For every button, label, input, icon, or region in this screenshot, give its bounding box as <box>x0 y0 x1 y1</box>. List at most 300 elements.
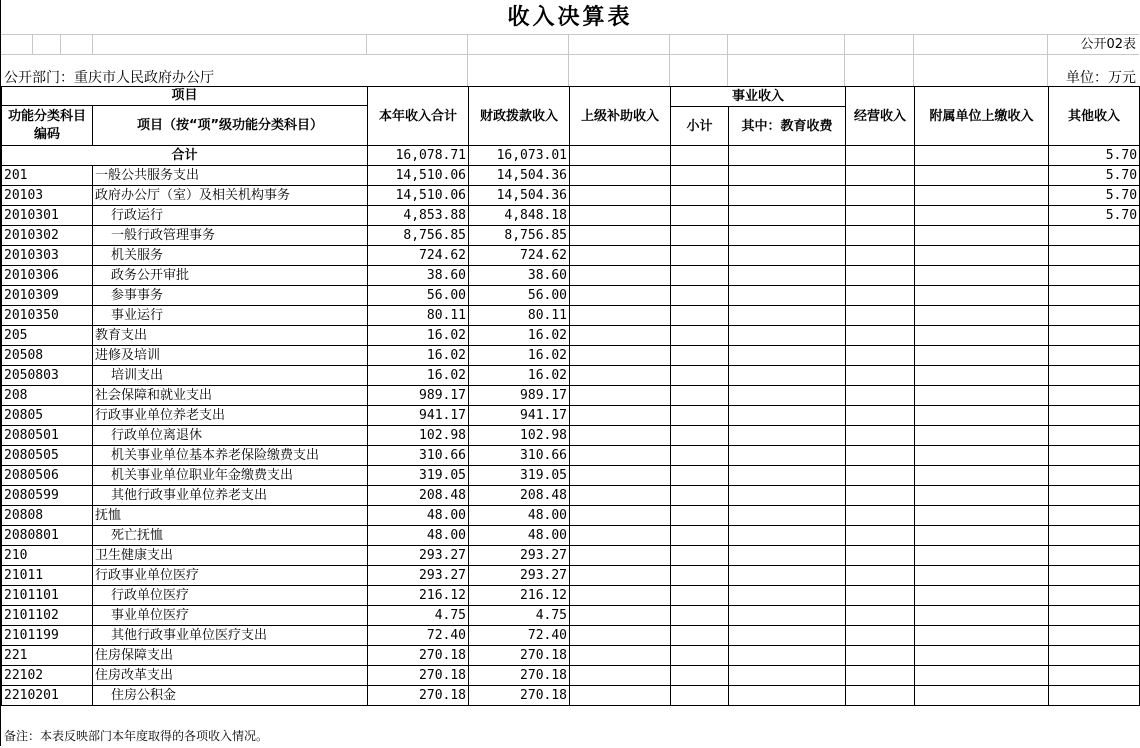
empty-cell <box>671 306 729 326</box>
empty-cell <box>570 606 671 626</box>
empty-cell <box>846 466 915 486</box>
row-fiscal-allocation: 4,848.18 <box>469 206 570 226</box>
row-code: 2101199 <box>2 626 93 646</box>
table-row <box>2 326 1140 346</box>
empty-cell <box>671 546 729 566</box>
row-fiscal-allocation: 208.48 <box>469 486 570 506</box>
row-other-income <box>1049 626 1140 646</box>
empty-cell <box>846 226 915 246</box>
row-code: 20808 <box>2 506 93 526</box>
row-fiscal-allocation: 48.00 <box>469 506 570 526</box>
row-name: 机关事业单位职业年金缴费支出 <box>93 466 368 486</box>
empty-cell <box>915 226 1049 246</box>
empty-cell <box>915 326 1049 346</box>
row-total-income: 724.62 <box>368 246 469 266</box>
empty-cell <box>846 646 915 666</box>
empty-cell <box>915 586 1049 606</box>
row-name: 事业单位医疗 <box>93 606 368 626</box>
table-row <box>2 646 1140 666</box>
row-total-income: 4,853.88 <box>368 206 469 226</box>
row-total-income: 56.00 <box>368 286 469 306</box>
empty-cell <box>729 506 846 526</box>
empty-cell <box>846 326 915 346</box>
empty-cell <box>846 686 915 706</box>
empty-cell <box>846 266 915 286</box>
empty-cell <box>570 326 671 346</box>
empty-cell <box>729 246 846 266</box>
empty-cell <box>846 166 915 186</box>
empty-cell <box>570 586 671 606</box>
row-total-income: 72.40 <box>368 626 469 646</box>
row-code: 205 <box>2 326 93 346</box>
header-item: 项目 <box>2 87 368 106</box>
row-total-income: 14,510.06 <box>368 166 469 186</box>
empty-cell <box>570 186 671 206</box>
empty-cell <box>915 266 1049 286</box>
row-name: 住房公积金 <box>93 686 368 706</box>
empty-cell <box>729 606 846 626</box>
row-name: 卫生健康支出 <box>93 546 368 566</box>
empty-cell <box>915 306 1049 326</box>
row-total-income: 48.00 <box>368 526 469 546</box>
unit-label: 单位：万元 <box>1066 70 1136 86</box>
empty-cell <box>570 646 671 666</box>
empty-cell <box>846 286 915 306</box>
row-total-income: 293.27 <box>368 566 469 586</box>
empty-cell <box>915 346 1049 366</box>
empty-cell <box>728 34 845 54</box>
empty-cell <box>671 266 729 286</box>
table-row <box>2 206 1140 226</box>
row-code: 2080506 <box>2 466 93 486</box>
row-total-income: 14,510.06 <box>368 186 469 206</box>
row-name: 政务公开审批 <box>93 266 368 286</box>
table-row <box>2 186 1140 206</box>
row-name: 一般公共服务支出 <box>93 166 368 186</box>
row-code: 2010306 <box>2 266 93 286</box>
empty-cell <box>671 286 729 306</box>
table-row <box>2 346 1140 366</box>
row-total-income: 38.60 <box>368 266 469 286</box>
table-row <box>2 386 1140 406</box>
empty-cell <box>845 55 914 86</box>
empty-cell <box>729 526 846 546</box>
empty-cell <box>846 626 915 646</box>
empty-cell <box>729 406 846 426</box>
empty-cell <box>570 546 671 566</box>
row-code: 20805 <box>2 406 93 426</box>
empty-cell <box>846 606 915 626</box>
row-code: 2101102 <box>2 606 93 626</box>
row-name: 行政事业单位养老支出 <box>93 406 368 426</box>
empty-cell <box>914 34 1048 54</box>
table-row <box>2 686 1140 706</box>
row-code: 2080501 <box>2 426 93 446</box>
header-operating-income: 经营收入 <box>846 87 915 146</box>
empty-cell <box>671 686 729 706</box>
empty-cell <box>729 466 846 486</box>
empty-cell <box>915 646 1049 666</box>
empty-cell <box>846 586 915 606</box>
table-body <box>2 87 1140 706</box>
empty-cell <box>670 34 728 54</box>
empty-cell <box>915 246 1049 266</box>
table-row <box>2 526 1140 546</box>
empty-cell <box>670 55 728 86</box>
row-code: 2010302 <box>2 226 93 246</box>
empty-cell <box>846 346 915 366</box>
row-name: 培训支出 <box>93 366 368 386</box>
total-other-value: 5.70 <box>1049 146 1140 166</box>
header-item-name: 项目（按“项”级功能分类科目） <box>93 106 368 146</box>
empty-cell <box>671 146 729 166</box>
row-fiscal-allocation: 80.11 <box>469 306 570 326</box>
table-row <box>2 466 1140 486</box>
total-label: 合计 <box>2 146 368 166</box>
row-other-income <box>1049 546 1140 566</box>
row-other-income <box>1049 566 1140 586</box>
header-fiscal-allocation: 财政拨款收入 <box>469 87 570 146</box>
row-total-income: 319.05 <box>368 466 469 486</box>
empty-cell <box>729 566 846 586</box>
row-total-income: 48.00 <box>368 506 469 526</box>
empty-cell <box>671 466 729 486</box>
empty-cell <box>729 586 846 606</box>
department-row <box>1 55 1139 86</box>
row-other-income <box>1049 686 1140 706</box>
empty-cell <box>915 606 1049 626</box>
empty-cell <box>914 55 1048 86</box>
row-code: 2010301 <box>2 206 93 226</box>
table-row <box>2 366 1140 386</box>
row-code: 20508 <box>2 346 93 366</box>
row-name: 进修及培训 <box>93 346 368 366</box>
empty-cell <box>570 346 671 366</box>
row-code: 208 <box>2 386 93 406</box>
header-func-code: 功能分类科目编码 <box>2 106 93 146</box>
empty-cell <box>570 246 671 266</box>
table-row <box>2 666 1140 686</box>
row-fiscal-allocation: 941.17 <box>469 406 570 426</box>
empty-cell <box>367 55 468 86</box>
row-other-income <box>1049 586 1140 606</box>
empty-cell <box>570 506 671 526</box>
empty-cell <box>729 226 846 246</box>
row-other-income: 5.70 <box>1049 186 1140 206</box>
empty-cell <box>671 606 729 626</box>
row-total-income: 80.11 <box>368 306 469 326</box>
row-total-income: 16.02 <box>368 346 469 366</box>
empty-cell <box>729 366 846 386</box>
empty-cell <box>915 386 1049 406</box>
empty-cell <box>671 226 729 246</box>
row-name: 行政运行 <box>93 206 368 226</box>
empty-cell <box>570 626 671 646</box>
empty-cell <box>729 306 846 326</box>
row-code: 2101101 <box>2 586 93 606</box>
empty-cell <box>729 206 846 226</box>
empty-cell <box>846 386 915 406</box>
row-other-income: 5.70 <box>1049 206 1140 226</box>
empty-cell <box>915 686 1049 706</box>
row-name: 社会保障和就业支出 <box>93 386 368 406</box>
row-other-income <box>1049 426 1140 446</box>
row-code: 2010350 <box>2 306 93 326</box>
empty-cell <box>570 426 671 446</box>
row-other-income <box>1049 326 1140 346</box>
row-name: 机关服务 <box>93 246 368 266</box>
row-code: 20103 <box>2 186 93 206</box>
empty-cell <box>671 406 729 426</box>
row-total-income: 8,756.85 <box>368 226 469 246</box>
row-name: 行政单位离退休 <box>93 426 368 446</box>
row-total-income: 270.18 <box>368 646 469 666</box>
footnote: 备注：本表反映部门本年度取得的各项收入情况。 <box>4 729 269 743</box>
row-total-income: 102.98 <box>368 426 469 446</box>
row-code: 2080801 <box>2 526 93 546</box>
row-fiscal-allocation: 14,504.36 <box>469 166 570 186</box>
table-row <box>2 626 1140 646</box>
row-code: 2080505 <box>2 446 93 466</box>
empty-cell <box>570 206 671 226</box>
empty-cell <box>671 666 729 686</box>
empty-cell <box>671 206 729 226</box>
empty-cell <box>846 426 915 446</box>
table-row <box>2 446 1140 466</box>
row-other-income <box>1049 666 1140 686</box>
table-code-row <box>1 34 1139 55</box>
row-other-income <box>1049 506 1140 526</box>
row-name: 住房保障支出 <box>93 646 368 666</box>
empty-cell <box>671 166 729 186</box>
table-row <box>2 406 1140 426</box>
row-name: 住房改革支出 <box>93 666 368 686</box>
row-other-income <box>1049 406 1140 426</box>
empty-cell <box>915 626 1049 646</box>
empty-cell <box>915 486 1049 506</box>
row-fiscal-allocation: 48.00 <box>469 526 570 546</box>
row-name: 其他行政事业单位医疗支出 <box>93 626 368 646</box>
table-row <box>2 166 1140 186</box>
row-fiscal-allocation: 293.27 <box>469 566 570 586</box>
empty-cell <box>846 246 915 266</box>
empty-cell <box>671 426 729 446</box>
row-total-income: 16.02 <box>368 366 469 386</box>
row-other-income <box>1049 246 1140 266</box>
header-total-income: 本年收入合计 <box>368 87 469 146</box>
empty-cell <box>570 286 671 306</box>
row-code: 210 <box>2 546 93 566</box>
empty-cell <box>570 446 671 466</box>
row-other-income <box>1049 386 1140 406</box>
row-fiscal-allocation: 16.02 <box>469 326 570 346</box>
empty-cell <box>846 526 915 546</box>
empty-cell <box>671 566 729 586</box>
empty-cell <box>569 34 670 54</box>
empty-cell <box>468 55 569 86</box>
empty-cell <box>846 306 915 326</box>
row-other-income: 5.70 <box>1049 166 1140 186</box>
empty-cell <box>915 186 1049 206</box>
row-name: 教育支出 <box>93 326 368 346</box>
empty-cell <box>33 34 61 54</box>
empty-cell <box>570 486 671 506</box>
row-code: 221 <box>2 646 93 666</box>
total-income-value: 16,078.71 <box>368 146 469 166</box>
empty-cell <box>570 366 671 386</box>
empty-cell <box>570 166 671 186</box>
row-fiscal-allocation: 16.02 <box>469 346 570 366</box>
empty-cell <box>671 486 729 506</box>
empty-cell <box>915 426 1049 446</box>
empty-cell <box>729 546 846 566</box>
empty-cell <box>570 306 671 326</box>
row-fiscal-allocation: 56.00 <box>469 286 570 306</box>
table-row <box>2 546 1140 566</box>
row-code: 2080599 <box>2 486 93 506</box>
row-fiscal-allocation: 270.18 <box>469 666 570 686</box>
row-other-income <box>1049 526 1140 546</box>
empty-cell <box>671 446 729 466</box>
row-fiscal-allocation: 216.12 <box>469 586 570 606</box>
empty-cell <box>729 626 846 646</box>
empty-cell <box>846 186 915 206</box>
empty-cell <box>570 566 671 586</box>
empty-cell <box>93 34 367 54</box>
empty-cell <box>671 626 729 646</box>
empty-cell <box>915 366 1049 386</box>
row-total-income: 293.27 <box>368 546 469 566</box>
row-name: 行政单位医疗 <box>93 586 368 606</box>
row-code: 2010309 <box>2 286 93 306</box>
row-name: 事业运行 <box>93 306 368 326</box>
header-affiliated-income: 附属单位上缴收入 <box>915 87 1049 146</box>
empty-cell <box>729 286 846 306</box>
empty-cell <box>728 55 845 86</box>
empty-cell <box>846 566 915 586</box>
header-edu-fee: 其中：教育收费 <box>729 107 846 146</box>
table-row <box>2 506 1140 526</box>
empty-cell <box>846 446 915 466</box>
empty-cell <box>671 646 729 666</box>
empty-cell <box>729 386 846 406</box>
empty-cell <box>570 226 671 246</box>
header-superior-subsidy: 上级补助收入 <box>570 87 671 146</box>
empty-cell <box>846 486 915 506</box>
empty-cell <box>915 666 1049 686</box>
row-fiscal-allocation: 102.98 <box>469 426 570 446</box>
row-other-income <box>1049 366 1140 386</box>
table-row <box>2 266 1140 286</box>
header-other-income: 其他收入 <box>1049 87 1140 146</box>
empty-cell <box>846 406 915 426</box>
row-other-income <box>1049 286 1140 306</box>
empty-cell <box>729 666 846 686</box>
empty-cell <box>845 34 914 54</box>
row-code: 22102 <box>2 666 93 686</box>
row-total-income: 270.18 <box>368 686 469 706</box>
row-fiscal-allocation: 14,504.36 <box>469 186 570 206</box>
row-other-income <box>1049 446 1140 466</box>
row-total-income: 216.12 <box>368 586 469 606</box>
row-name: 政府办公厅（室）及相关机构事务 <box>93 186 368 206</box>
row-fiscal-allocation: 4.75 <box>469 606 570 626</box>
header-row <box>2 87 1140 106</box>
row-name: 参事事务 <box>93 286 368 306</box>
row-total-income: 941.17 <box>368 406 469 426</box>
empty-cell <box>915 146 1049 166</box>
row-fiscal-allocation: 8,756.85 <box>469 226 570 246</box>
row-other-income <box>1049 226 1140 246</box>
empty-cell <box>671 346 729 366</box>
empty-cell <box>570 406 671 426</box>
empty-cell <box>729 446 846 466</box>
empty-cell <box>846 206 915 226</box>
empty-cell <box>915 566 1049 586</box>
row-code: 2210201 <box>2 686 93 706</box>
table-row <box>2 566 1140 586</box>
empty-cell <box>671 586 729 606</box>
empty-cell <box>671 326 729 346</box>
empty-cell <box>729 326 846 346</box>
row-other-income <box>1049 646 1140 666</box>
empty-cell <box>671 246 729 266</box>
empty-cell <box>846 506 915 526</box>
empty-cell <box>367 34 468 54</box>
row-other-income <box>1049 266 1140 286</box>
empty-cell <box>915 466 1049 486</box>
empty-cell <box>729 186 846 206</box>
empty-cell <box>846 546 915 566</box>
row-name: 一般行政管理事务 <box>93 226 368 246</box>
row-name: 抚恤 <box>93 506 368 526</box>
row-name: 其他行政事业单位养老支出 <box>93 486 368 506</box>
empty-cell <box>729 646 846 666</box>
row-fiscal-allocation: 38.60 <box>469 266 570 286</box>
empty-cell <box>671 386 729 406</box>
empty-cell <box>671 186 729 206</box>
row-total-income: 4.75 <box>368 606 469 626</box>
empty-cell <box>915 166 1049 186</box>
empty-cell <box>569 55 670 86</box>
row-fiscal-allocation: 72.40 <box>469 626 570 646</box>
header-business-income: 事业收入 <box>671 87 846 107</box>
empty-cell <box>570 666 671 686</box>
empty-cell <box>729 426 846 446</box>
empty-cell <box>570 686 671 706</box>
empty-cell <box>915 526 1049 546</box>
empty-cell <box>729 266 846 286</box>
row-code: 21011 <box>2 566 93 586</box>
empty-cell <box>846 366 915 386</box>
empty-cell <box>846 146 915 166</box>
row-other-income <box>1049 606 1140 626</box>
table-row <box>2 286 1140 306</box>
row-fiscal-allocation: 319.05 <box>469 466 570 486</box>
row-other-income <box>1049 346 1140 366</box>
row-name: 死亡抚恤 <box>93 526 368 546</box>
row-code: 2050803 <box>2 366 93 386</box>
table-row <box>2 226 1140 246</box>
total-row <box>2 146 1140 166</box>
header-subtotal: 小计 <box>671 107 729 146</box>
empty-cell <box>570 386 671 406</box>
total-fiscal-value: 16,073.01 <box>469 146 570 166</box>
empty-cell <box>729 146 846 166</box>
empty-cell <box>729 686 846 706</box>
row-fiscal-allocation: 270.18 <box>469 646 570 666</box>
empty-cell <box>729 486 846 506</box>
